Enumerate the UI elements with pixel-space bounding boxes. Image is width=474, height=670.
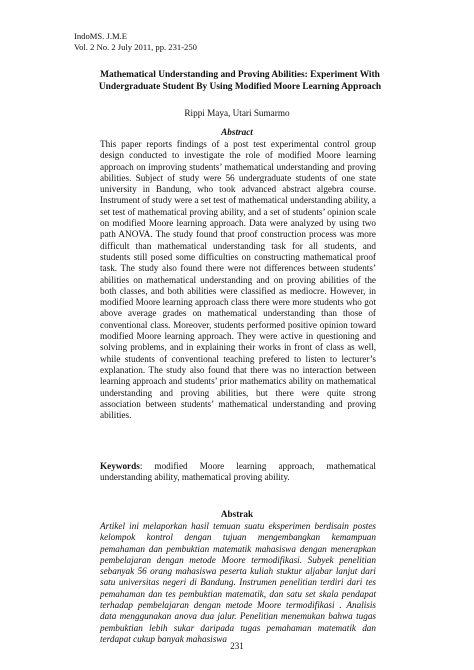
abstract-heading: Abstract <box>221 127 253 137</box>
keywords-label: Keywords <box>100 461 140 471</box>
paper-title: Mathematical Understanding and Proving Abilities: Experiment With Undergraduate Student By Using Modified Moore Learning Approach <box>98 70 382 92</box>
keywords-list: : modified Moore learning approach, mathematical understanding ability, mathematical proving ability. <box>100 461 376 483</box>
journal-name: IndoMS. J.M.E <box>74 31 128 41</box>
keywords-paragraph <box>100 461 376 484</box>
paper-authors: Rippi Maya, Utari Sumarmo <box>184 108 290 118</box>
journal-info <box>74 31 197 52</box>
page-number: 231 <box>230 641 244 651</box>
journal-volume: Vol. 2 No. 2 July 2011, pp. 231-250 <box>74 41 197 52</box>
abstract-body: This paper reports findings of a post test experimental control group design conducted to investigate the role of modified Moore learning approach on improving students’ mathematical understanding and proving abilities. Subject of study were 56 undergraduate students of one state university in Bandung, who took advanced abstract algebra course. Instrument of study were a set test of mathematical understanding ability, a set test of mathematical proving ability, and a set of students’ opinion scale on modified Moore learning approach. Data were analyzed by using two path ANOVA. The study found that proof construction process was more difficult than mathematical understanding task for all students, and students still posed some difficulties on constructing mathematical proof task. The study also found there were not differences between students’ abilities on mathematical understanding and on proving abilities of the both classes, and both abilities were classified as mediocre. However, in modified Moore learning approach class there were more students who got above average grades on mathematical understanding than those of conventional class. Moreover, students performed positive opinion toward modified Moore learning approach. They were active in questioning and solving problems, and in explaining their works in front of class as well, while students of conventional teaching prefered to listen to lecturer’s explanation. The study also found that there was no interaction between learning approach and students’ prior mathematics ability on mathematical understanding and proving abilities, but there were quite strong association between students’ mathematical understanding and proving abilities. <box>100 139 376 421</box>
abstrak-body: Artikel ini melaporkan hasil temuan suatu eksperimen berdisain postes kelompok kontrol dengan tujuan mengembangkan kemampuan pemahaman dan pembuktian matematik mahasiswa dengan menerapkan pembelajaran dengan metode Moore termodifikasi. Subyek penelitian sebanyak 56 orang mahasiswa peserta kuliah stuktur aljabar lanjut dari satu universitas negeri di Bandung. Instrumen penelitian terdiri dari tes pemahaman dan tes pembuktian matematik, dan satu set skala pendapat terhadap pembelajaran dengan metode Moore termodifikasi . Analisis data menggunakan anova dua jalur. Penelitian menemukan bahwa tugas pembuktian lebih sukar daripada tugas pemahaman matematik dan terdapat cukup banyak mahasiswa <box>100 521 376 644</box>
abstrak-heading: Abstrak <box>220 509 254 519</box>
